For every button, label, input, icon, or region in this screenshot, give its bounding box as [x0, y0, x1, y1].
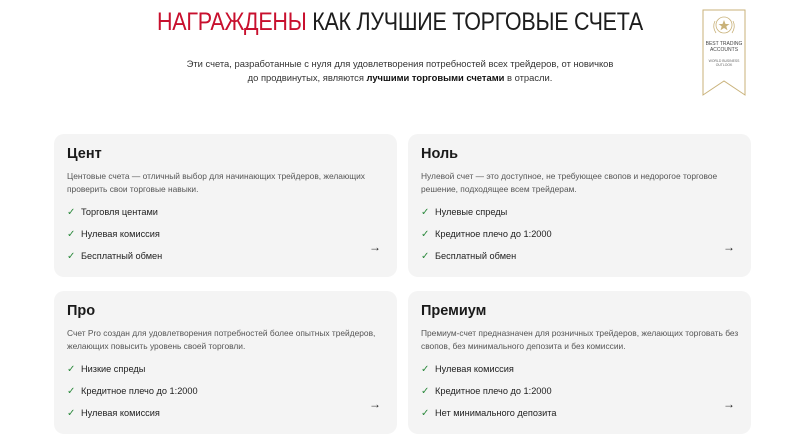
- feature-label: Нулевая комиссия: [81, 408, 160, 418]
- feature-list: [67, 358, 198, 424]
- feature-list: [421, 201, 552, 267]
- arrow-right-icon[interactable]: →: [723, 397, 735, 411]
- feature-item: [67, 358, 198, 380]
- subtitle-bold: лучшими торговыми счетами: [366, 71, 505, 83]
- feature-label: Нулевые спреды: [435, 207, 508, 217]
- account-card-cent[interactable]: [54, 134, 397, 277]
- feature-label: Нулевая комиссия: [81, 229, 160, 239]
- feature-list: [421, 358, 556, 424]
- feature-label: Кредитное плечо до 1:2000: [435, 229, 552, 239]
- check-icon: ✓: [67, 206, 76, 218]
- feature-item: [421, 380, 556, 402]
- check-icon: ✓: [67, 407, 76, 419]
- check-icon: ✓: [67, 385, 76, 397]
- feature-label: Нулевая комиссия: [435, 364, 514, 374]
- award-title: BEST TRADING ACCOUNTS: [705, 41, 743, 53]
- feature-label: Кредитное плечо до 1:2000: [81, 386, 198, 396]
- subtitle-end: в отрасли.: [504, 71, 553, 83]
- arrow-right-icon[interactable]: →: [369, 397, 381, 411]
- feature-item: [421, 201, 552, 223]
- award-badge: [702, 9, 746, 97]
- feature-label: Нет минимального депозита: [435, 408, 557, 418]
- feature-item: [67, 402, 198, 424]
- feature-label: Кредитное плечо до 1:2000: [435, 386, 552, 396]
- card-title: Цент: [67, 146, 102, 162]
- feature-item: [421, 223, 552, 245]
- account-card-zero[interactable]: [408, 134, 751, 277]
- card-description: Нулевой счет — это доступное, не требующее свопов и недорогое торговое решение, подходящее всем трейдерам.: [421, 171, 718, 194]
- check-icon: ✓: [421, 407, 430, 419]
- card-description: Премиум-счет предназначен для розничных трейдеров, желающих торговать без свопов, без минимального депозита и без комиссии.: [421, 328, 739, 351]
- account-card-pro[interactable]: [54, 291, 397, 434]
- title-accent: НАГРАЖДЕНЫ: [156, 8, 307, 36]
- feature-item: [421, 358, 556, 380]
- check-icon: ✓: [421, 206, 430, 218]
- check-icon: ✓: [67, 228, 76, 240]
- page-subtitle: [180, 57, 620, 84]
- check-icon: ✓: [67, 250, 76, 262]
- subtitle-text: Эти счета, разработанные с нуля для удовлетворения потребностей всех трейдеров, от новичков до продвинутых, являются: [186, 58, 614, 83]
- check-icon: ✓: [421, 363, 430, 375]
- title-rest: КАК ЛУЧШИЕ ТОРГОВЫЕ СЧЕТА: [306, 8, 644, 36]
- feature-label: Бесплатный обмен: [435, 251, 517, 261]
- check-icon: ✓: [421, 228, 430, 240]
- feature-item: [421, 245, 552, 267]
- check-icon: ✓: [421, 250, 430, 262]
- card-description: Центовые счета — отличный выбор для начинающих трейдеров, желающих проверить свои торговые навыки.: [67, 171, 365, 194]
- feature-label: Бесплатный обмен: [81, 251, 163, 261]
- card-title: Ноль: [421, 146, 459, 162]
- award-issuer: WORLD BUSINESS OUTLOOK: [708, 59, 740, 68]
- arrow-right-icon[interactable]: →: [723, 240, 735, 254]
- feature-item: [67, 245, 162, 267]
- check-icon: ✓: [421, 385, 430, 397]
- award-laurel-icon: [702, 9, 746, 97]
- account-card-premium[interactable]: [408, 291, 751, 434]
- page-title: [56, 8, 744, 37]
- card-description: Счет Pro создан для удовлетворения потребностей более опытных трейдеров, желающих повысить уровень своей торговли.: [67, 328, 376, 351]
- arrow-right-icon[interactable]: →: [369, 240, 381, 254]
- check-icon: ✓: [67, 363, 76, 375]
- feature-item: [67, 223, 162, 245]
- feature-item: [421, 402, 556, 424]
- card-title: Про: [67, 303, 96, 319]
- feature-item: [67, 380, 198, 402]
- feature-label: Низкие спреды: [81, 364, 146, 374]
- card-title: Премиум: [421, 303, 487, 319]
- feature-item: [67, 201, 162, 223]
- feature-label: Торговля центами: [81, 207, 158, 217]
- feature-list: [67, 201, 162, 267]
